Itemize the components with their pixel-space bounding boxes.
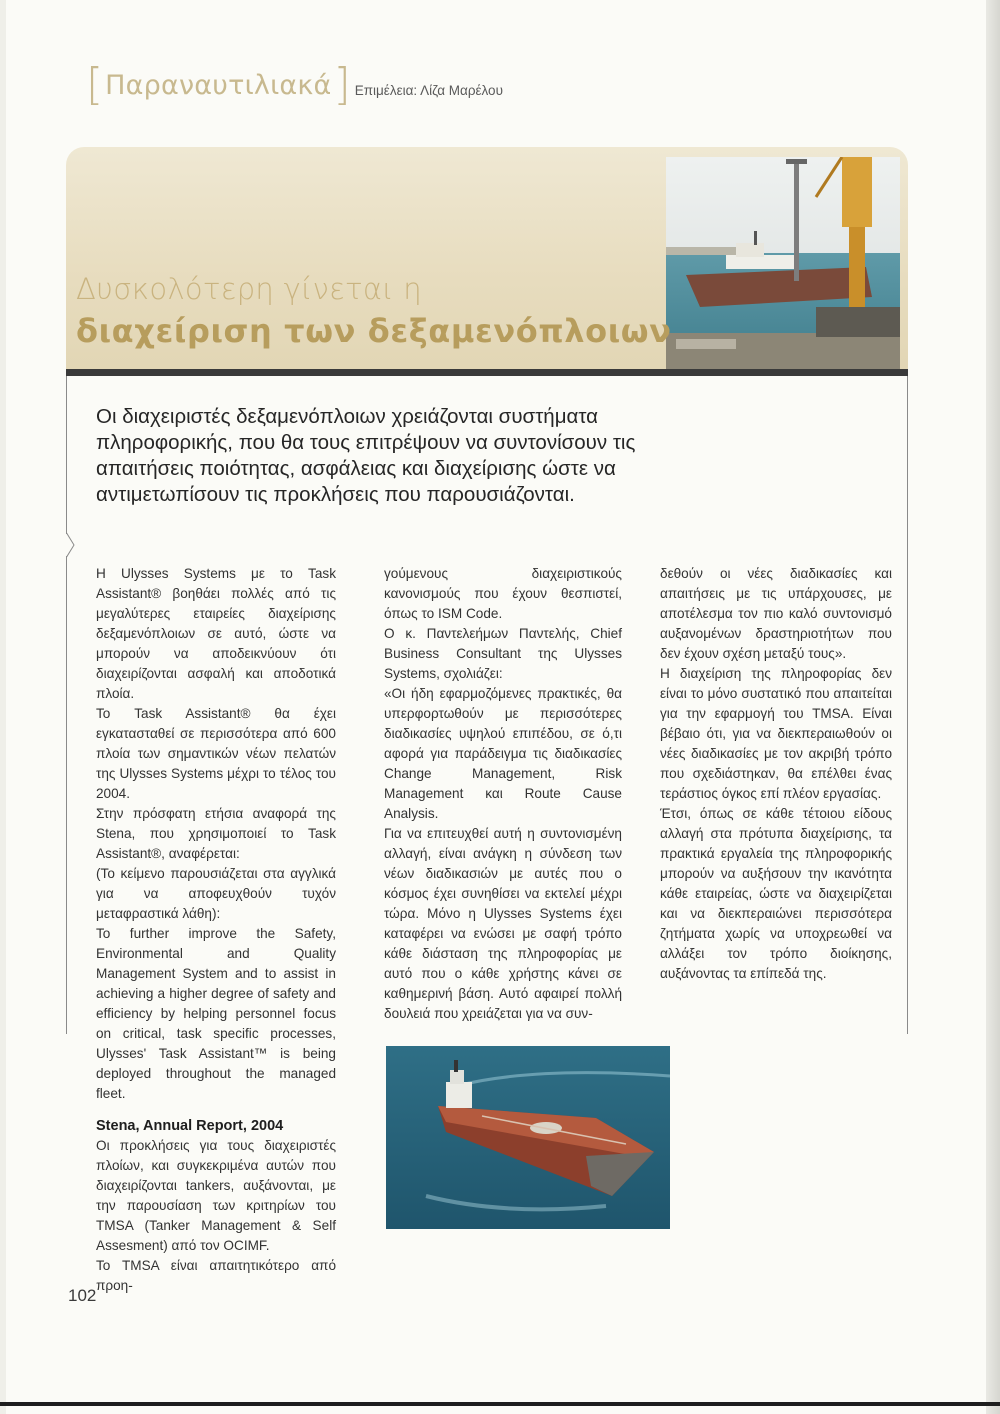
paragraph: Για να επιτευχθεί αυτή η συντονισμένη αλλαγή, είναι ανάγκη η σύνδεση των νέων διαδικασιών με αυτές που ο κόσμος έχει συνηθίσει να εκτελεί μέχρι τώρα. Μόνο η Ulysses Systems έχει καταφέρει να ενώσει με σαφή τρόπο κάθε διάσταση της πληροφορίας με αυτό που ο κάθε χρήστης κάνει σε καθημερινή βάση. Αυτό αφαιρεί πολλή δουλειά που χρειάζεται για να συν- — [384, 826, 622, 1021]
page-edge-right — [986, 0, 1000, 1414]
paragraph: Έτσι, όπως σε κάθε τέτοιου είδους αλλαγή στα πρότυπα διαχείρισης, τα πρακτικά εργαλεία της πληροφορικής μπορούν να αυξήσουν την ικανότητα κάθε εταιρείας, ώστε να διαχειρίζεται και να διεκπεραιώνει περισσότερα ζητήματα χωρίς να υποχρεωθεί να αλλάξει τον τρόπο διοίκησης, αυξάνοντας τα επίπεδά της. — [660, 806, 892, 981]
frame-notch — [66, 532, 84, 558]
section-header — [86, 60, 503, 110]
paragraph: δεθούν οι νέες διαδικασίες και απαιτήσεις με τις υπάρχουσες, με αποτέλεσμα τον πιο καλό συντονισμό αυξανομένων δραστηριοτήτων που δεν έχουν σχέση μεταξύ τους». — [660, 566, 892, 661]
paragraph: Οι προκλήσεις για τους διαχειριστές πλοίων, και συγκεκριμένα αυτών που διαχειρίζονται tankers, αυξάνονται, με την παρουσίαση των κριτηρίων του TMSA (Tanker Management & Self Assesment) από τον OCIMF. — [96, 1138, 336, 1253]
bracket-close: ] — [333, 59, 351, 110]
lead-paragraph: Οι διαχειριστές δεξαμενόπλοιων χρειάζονται συστήματα πληροφορικής, που θα τους επιτρέψουν να συντονίσουν τις απαιτήσεις ποιότητας, ασφάλειας και διαχείρισης ώστε να αντιμετωπίσουν τις προκλήσεις που παρουσιάζονται. — [96, 405, 636, 506]
title-underline-bar — [66, 369, 908, 376]
paragraph: (Το κείμενο παρουσιάζεται στα αγγλικά για να αποφευχθούν τυχόν μεταφραστικά λάθη): — [96, 866, 336, 921]
paragraph: Η Ulysses Systems με το Task Assistant® βοηθάει πολλές από τις μεγαλύτερες εταιρείες διαχείρισης δεξαμενόπλοιων σε αυτό, ώστε να μπορούν να αποδεικνύουν ότι διαχειρίζονται ασφαλή και αποδοτικά πλοία. — [96, 566, 336, 701]
paragraph: γούμενους διαχειριστικούς κανονισμούς που έχουν θεσπιστεί, όπως το ISM Code. — [384, 566, 622, 621]
port-tanker-photo — [666, 157, 900, 369]
frame-left-bottom — [66, 556, 67, 1034]
paragraph: Το Task Assistant® θα έχει εγκατασταθεί σε περισσότερα από 600 πλοία των σημαντικών νέων πελατών της Ulysses Systems μέχρι το τέλος του 2004. — [96, 706, 336, 801]
paragraph: Στην πρόσφατη ετήσια αναφορά της Stena, που χρησιμοποιεί το Task Assistant®, αναφέρεται: — [96, 806, 336, 861]
paragraph: «Οι ήδη εφαρμοζόμενες πρακτικές, θα υπερφορτωθούν με περισσότερες διαδικασίες υψηλού επιπέδου, σε ό,τι αφορά για παράδειγμα τις διαδικασίες Change Management, Risk Management και Route Cause Analysis. — [384, 686, 622, 821]
paragraph: Η διαχείριση της πληροφορίας δεν είναι το μόνο συστατικό που απαιτείται για την εφαρμογή του TMSA. Είναι βέβαιο ότι, για να διεκπεραιωθούν οι νέες διαδικασίες με τον ακριβή τρόπο που σχεδιάστηκαν, θα επέλθει ένας τεράστιος όγκος επί πλέον εργασίας. — [660, 666, 892, 801]
bracket-open: [ — [86, 59, 104, 110]
section-name: Παραναυτιλιακά — [105, 69, 332, 101]
title-line-2: διαχείριση των δεξαμενόπλοιων — [76, 312, 672, 350]
editor-credit: Επιμέλεια: Λίζα Μαρέλου — [354, 82, 503, 98]
article-column-2 — [384, 564, 622, 1024]
footer-rule — [0, 1402, 1000, 1406]
title-line-1: Δυσκολότερη γίνεται η — [76, 272, 422, 306]
frame-left-top — [66, 376, 67, 534]
quote-source: Stena, Annual Report, 2004 — [96, 1118, 284, 1134]
frame-right — [907, 376, 908, 1034]
page-edge-left — [0, 0, 6, 1414]
article-column-3 — [660, 564, 892, 984]
paragraph: To TMSA είναι απαιτητικότερο από προη- — [96, 1258, 336, 1293]
paragraph: Ο κ. Παντελεήμων Παντελής, Chief Business Consultant της Ulysses Systems, σχολιάζει: — [384, 626, 622, 681]
tanker-at-sea-photo — [386, 1046, 670, 1229]
article-column-1 — [96, 564, 336, 1296]
page-number: 102 — [68, 1286, 97, 1305]
english-quote: To further improve the Safety, Environmental and Quality Management System and to assist in achieving a higher degree of safety and efficiency by helping personnel focus on critical, task specific processes, Ulysses' Task Assistant™ is being deployed throughout the managed fleet. — [96, 926, 336, 1101]
